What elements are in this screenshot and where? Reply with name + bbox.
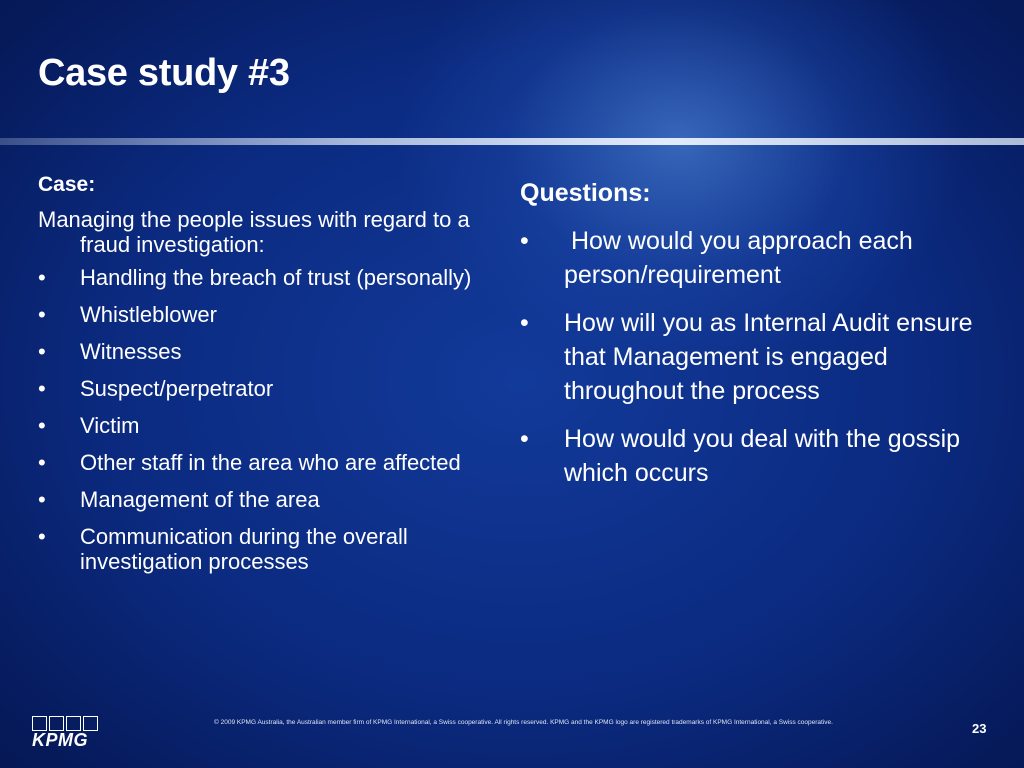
case-item-text: Other staff in the area who are affected bbox=[80, 450, 461, 475]
case-list-item bbox=[38, 302, 493, 327]
slide-title: Case study #3 bbox=[38, 52, 290, 94]
case-item-text: Management of the area bbox=[80, 487, 320, 512]
page-number: 23 bbox=[972, 721, 987, 736]
case-list-item bbox=[38, 413, 493, 438]
bullet-icon: • bbox=[38, 265, 46, 290]
bullet-icon: • bbox=[38, 376, 46, 401]
question-item bbox=[520, 306, 990, 408]
bullet-icon: • bbox=[520, 227, 529, 255]
bullet-icon: • bbox=[38, 339, 46, 364]
logo-text: KPMG bbox=[32, 730, 88, 750]
case-list-item bbox=[38, 524, 493, 574]
logo-boxes-icon bbox=[32, 716, 98, 731]
question-item bbox=[520, 224, 990, 292]
kpmg-logo bbox=[32, 716, 112, 752]
questions-column bbox=[520, 176, 990, 504]
case-item-text: Victim bbox=[80, 413, 140, 438]
questions-heading: Questions: bbox=[520, 179, 651, 207]
question-item bbox=[520, 422, 990, 490]
question-text: How would you deal with the gossip which occurs bbox=[564, 425, 961, 487]
case-list-item bbox=[38, 376, 493, 401]
case-list-item bbox=[38, 450, 493, 475]
question-text: How would you approach each person/requirement bbox=[564, 227, 920, 289]
case-item-text: Handling the breach of trust (personally) bbox=[80, 265, 472, 290]
question-text: How will you as Internal Audit ensure that Management is engaged throughout the process bbox=[564, 309, 973, 405]
bullet-icon: • bbox=[520, 309, 529, 337]
bullet-icon: • bbox=[38, 302, 46, 327]
case-item-text: Whistleblower bbox=[80, 302, 217, 327]
case-list-item bbox=[38, 487, 493, 512]
case-item-text: Suspect/perpetrator bbox=[80, 376, 274, 401]
copyright-notice: © 2009 KPMG Australia, the Australian member firm of KPMG International, a Swiss cooperative. All rights reserved. KPMG and the KPMG logo are registered trademarks of KPMG International, a Swiss cooperative. bbox=[214, 719, 833, 726]
bullet-icon: • bbox=[38, 413, 46, 438]
case-item-text: Communication during the overall investigation processes bbox=[80, 524, 408, 574]
case-list bbox=[38, 265, 493, 574]
bullet-icon: • bbox=[520, 425, 529, 453]
questions-list bbox=[520, 224, 990, 490]
case-intro: Managing the people issues with regard to a fraud investigation: bbox=[38, 207, 470, 257]
bullet-icon: • bbox=[38, 487, 46, 512]
case-list-item bbox=[38, 339, 493, 364]
case-item-text: Witnesses bbox=[80, 339, 182, 364]
bullet-icon: • bbox=[38, 450, 46, 475]
bullet-icon: • bbox=[38, 524, 46, 549]
case-list-item bbox=[38, 265, 493, 290]
case-column bbox=[38, 172, 493, 586]
title-divider bbox=[0, 138, 1024, 145]
case-heading: Case: bbox=[38, 173, 96, 196]
